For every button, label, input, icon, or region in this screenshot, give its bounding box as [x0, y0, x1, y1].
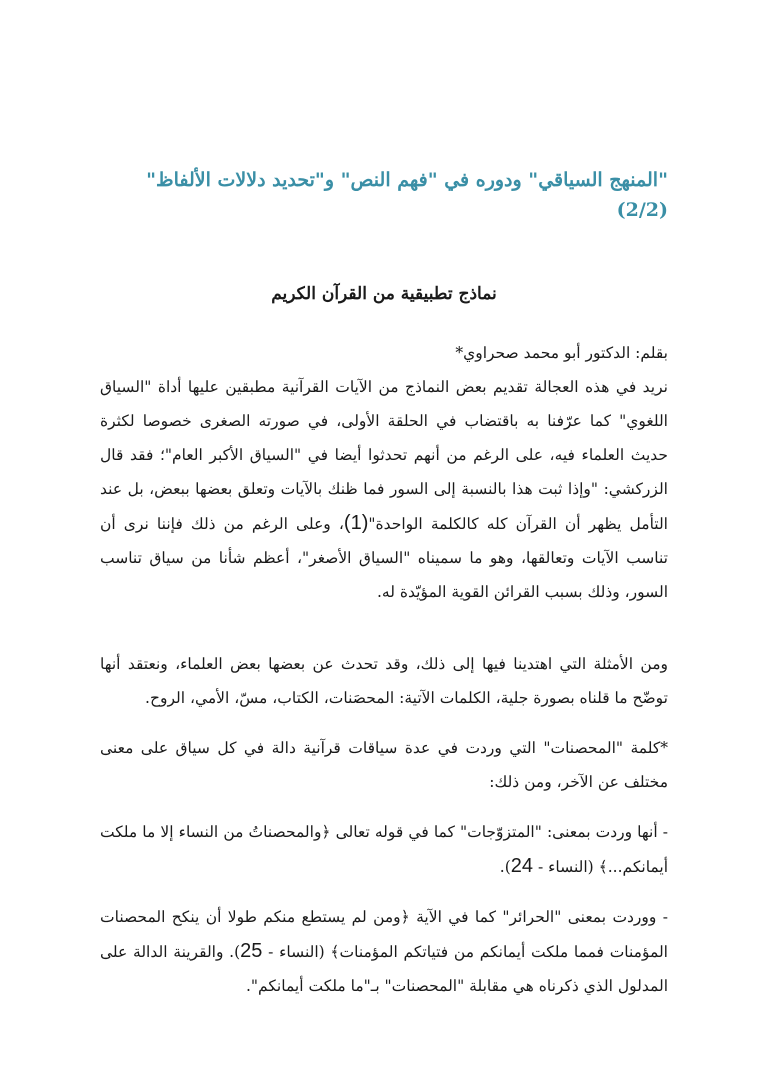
verse-number: 24 [510, 855, 534, 877]
meaning-married-text-b: ). [499, 858, 511, 876]
article-title: "المنهج السياقي" ودوره في "فهم النص" و"تحديد دلالات الألفاظ" (2/2) [146, 169, 668, 221]
meaning-free-text-b: ). والقرينة الدالة على المدلول الذي ذكرناه هي مقابلة "المحصنات" بـ"ما ملكت أيمانكم". [100, 943, 668, 995]
paragraph-examples: ومن الأمثلة التي اهتدينا فيها إلى ذلك، وقد تحدث عن بعضها بعض العلماء، ونعتقد أنها توضّح ما قلناه بصورة جلية، الكلمات الآتية: المحصَنات، الكتاب، مسّ، الأمي، الروح. [100, 655, 668, 707]
paragraph-meaning-free [100, 900, 668, 1003]
article-body [100, 165, 668, 1003]
meaning-free-text-a: - ووردت بمعنى "الحرائر" كما في الآية ﴿ومن لم يستطع منكم طولا أن ينكح المحصنات المؤمنات فمما ملكت أيمانكم من فتياتكم المؤمنات﴾ (النساء - [100, 908, 668, 961]
article-subtitle: نماذج تطبيقية من القرآن الكريم [271, 284, 497, 304]
paragraph-intro-text-b: ، وعلى الرغم من ذلك فإننا نرى أن تناسب الآيات وتعالقها، وهو ما سميناه "السياق الأصغر"، أعظم شأنا من سياق تناسب السور، وذلك بسبب القرائن القوية المؤيّدة له. [100, 515, 668, 601]
paragraph-muhsanat: *كلمة "المحصنات" التي وردت في عدة سياقات قرآنية دالة في كل سياق على معنى مختلف عن الآخر، ومن ذلك: [100, 739, 668, 791]
meaning-married-text-a: - أنها وردت بمعنى: "المتزوّجات" كما في قوله تعالى ﴿والمحصناتُ من النساء إلا ما ملكت أيمانكم...﴾ (النساء - [100, 823, 668, 876]
footnote-reference: (1) [343, 512, 369, 534]
author-line: بقلم: الدكتور أبو محمد صحراوي* [455, 344, 668, 362]
paragraph-meaning-married [100, 815, 668, 884]
verse-number: 25 [240, 940, 263, 962]
paragraph-intro-text-a: نريد في هذه العجالة تقديم بعض النماذج من الآيات القرآنية مطبقين عليها أداة "السياق اللغوي" كما عرّفنا به باقتضاب في الحلقة الأولى، في صورته الصغرى خصوصا لكثرة حديث العلماء فيه، على الرغم من أنهم تحدثوا أيضا في "السياق الأكبر العام"؛ فقد قال الزركشي: "وإذا ثبت هذا بالنسبة إلى السور فما ظنك بالآيات وتعلق بعضها ببعض، بل عند التأمل يظهر أن القرآن كله كالكلمة الواحدة" [100, 378, 668, 533]
paragraph-intro [100, 370, 668, 609]
